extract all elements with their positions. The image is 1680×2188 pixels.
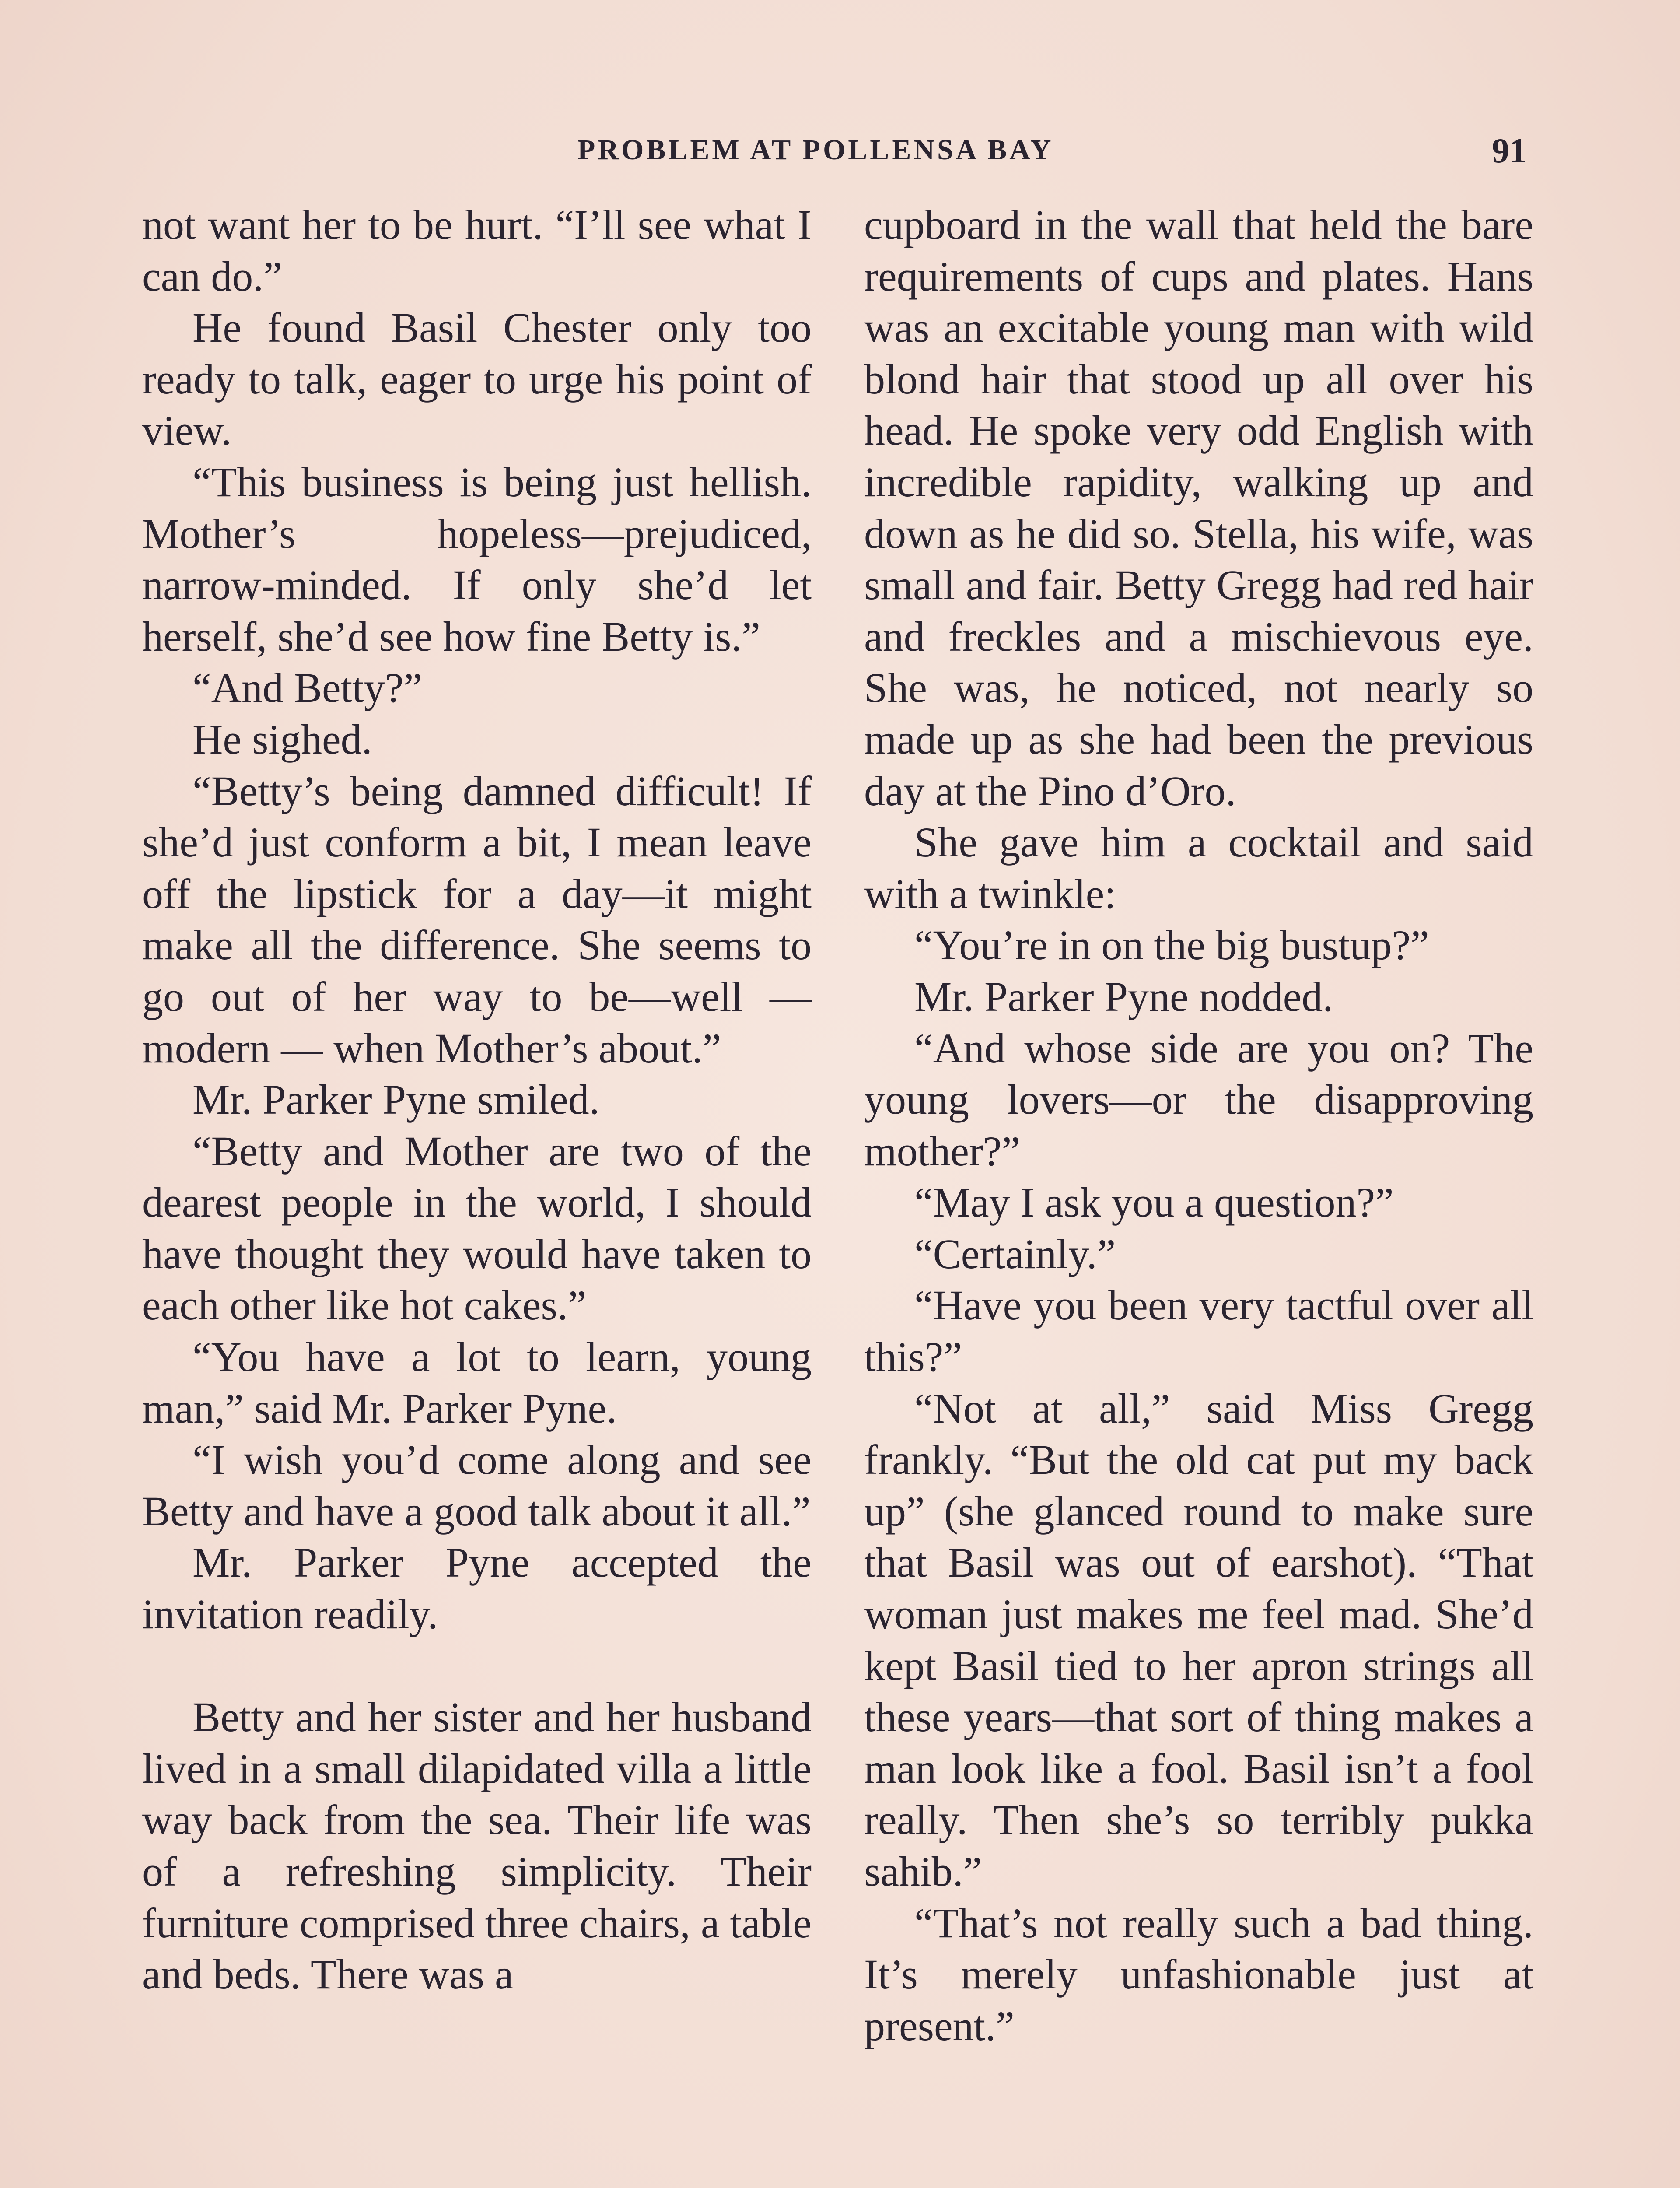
paragraph: He found Basil Chester only too ready to talk, eager to urge his point of view. — [142, 304, 812, 454]
paragraph: He sighed. — [192, 715, 372, 763]
paragraph: “You have a lot to learn, young man,” said Mr. Parker Pyne. — [142, 1333, 812, 1432]
paragraph: “Betty and Mother are two of the dearest people in the world, I should have thought they would have taken to each other like hot cakes.” — [142, 1127, 812, 1329]
paragraph: She gave him a cocktail and said with a twinkle: — [864, 819, 1533, 917]
paragraph: “I wish you’d come along and see Betty and have a good talk about it all.” — [142, 1436, 812, 1535]
paragraph: “You’re in on the big bustup?” — [914, 922, 1429, 969]
paragraph: “Not at all,” said Miss Gregg frankly. “But the old cat put my back up” (she glanced round to make sure that Basil was out of earshot). “That woman just makes me feel mad. She’d kept Basil tied to her apron strings all these years—that sort of thing makes a man look like a fool. Basil isn’t a fool really. Then she’s so terribly pukka sahib.” — [864, 1385, 1533, 1895]
page-number: 91 — [1492, 132, 1527, 170]
running-head: PROBLEM AT POLLENSA BAY — [578, 134, 1054, 166]
paragraph: Mr. Parker Pyne smiled. — [192, 1076, 600, 1123]
paragraph: not want her to be hurt. “I’ll see what I can do.” — [142, 201, 812, 300]
paragraph: “Have you been very tactful over all this?” — [864, 1282, 1533, 1381]
paragraph: “That’s not really such a bad thing. It’s merely unfashionable just at present.” — [864, 1899, 1533, 2049]
right-column — [864, 199, 1533, 2051]
paragraph: “This business is being just hellish. Mother’s hopeless—prejudiced, narrow-minded. If only she’d let herself, she’d see how fine Betty is.” — [142, 458, 812, 660]
paragraph: “Betty’s being damned difficult! If she’d just conform a bit, I mean leave off the lipstick for a day—it might make all the difference. She seems to go out of her way to be—well — modern — when Mother’s about.” — [142, 767, 812, 1072]
paragraph: “Certainly.” — [914, 1230, 1116, 1277]
left-column — [142, 199, 812, 2000]
paragraph: “And whose side are you on? The young lovers—or the disapproving mother?” — [864, 1024, 1533, 1175]
paragraph: “May I ask you a question?” — [914, 1179, 1394, 1226]
paragraph: Mr. Parker Pyne nodded. — [914, 973, 1334, 1020]
paragraph: cupboard in the wall that held the bare requirements of cups and plates. Hans was an excitable young man with wild blond hair that stood up all over his head. He spoke very odd English with incredible rapidity, walking up and down as he did so. Stella, his wife, was small and fair. Betty Gregg had red hair and freckles and a mischievous eye. She was, he noticed, not nearly so made up as she had been the previous day at the Pino d’Oro. — [864, 201, 1533, 814]
paragraph: “And Betty?” — [192, 664, 423, 712]
paragraph: Betty and her sister and her husband lived in a small dilapidated villa a little way back from the sea. Their life was of a refreshing simplicity. Their furniture comprised three chairs, a table and beds. There was a — [142, 1694, 812, 1998]
paragraph: Mr. Parker Pyne accepted the invitation readily. — [142, 1539, 812, 1638]
